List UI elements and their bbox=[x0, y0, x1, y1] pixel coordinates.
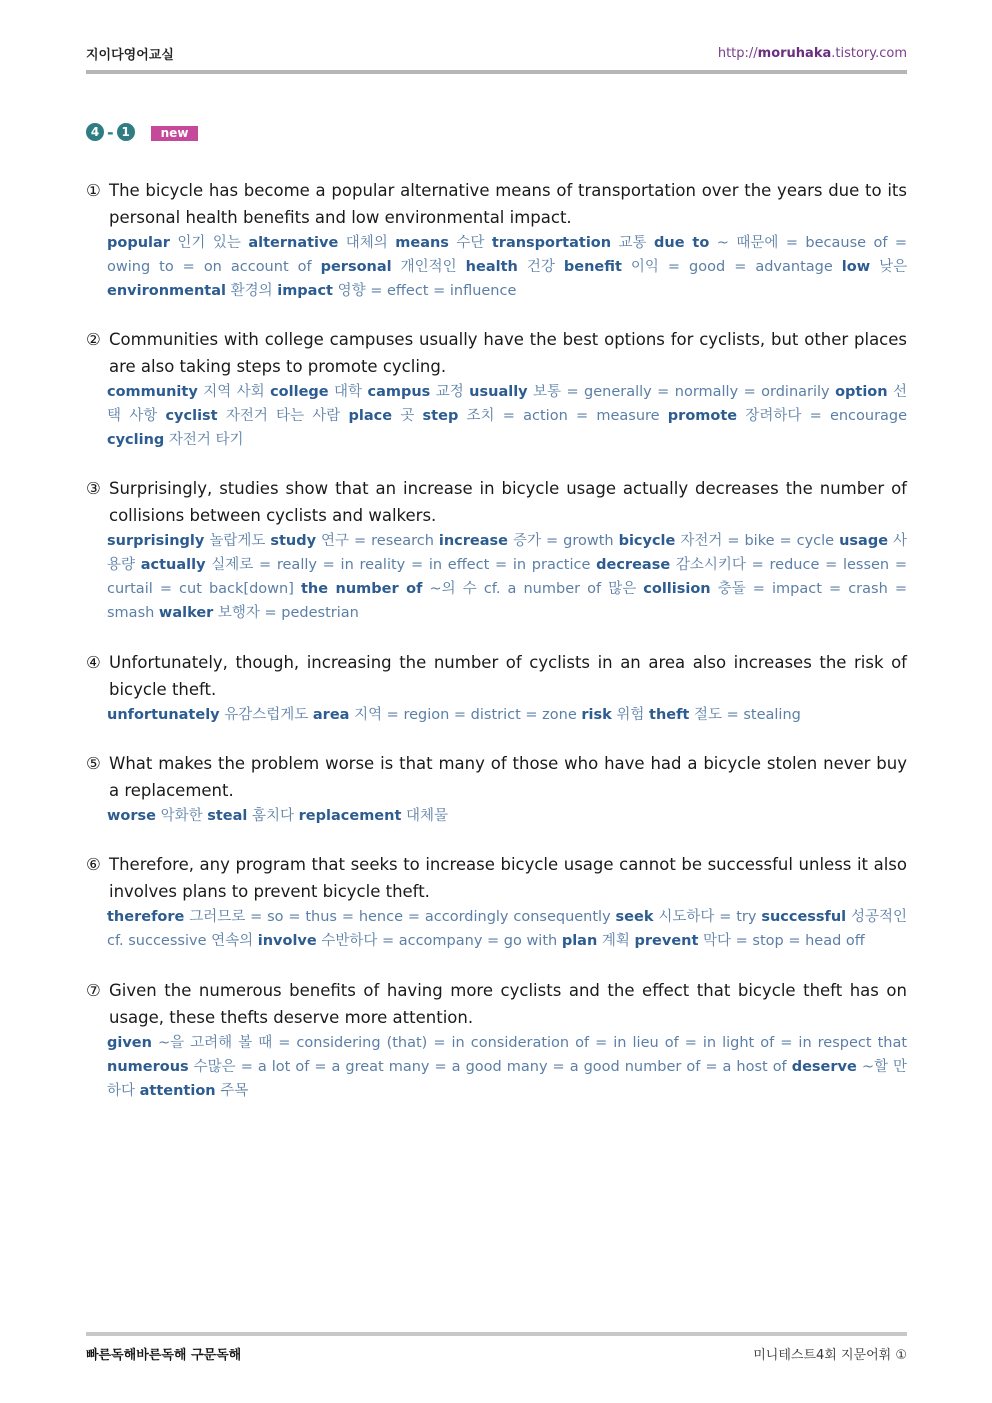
section-number-badge: 4 bbox=[86, 123, 104, 141]
vocab-meaning: 놀랍게도 bbox=[209, 533, 266, 549]
vocab-list bbox=[107, 804, 907, 828]
footer-divider bbox=[86, 1332, 907, 1336]
vocab-meaning: ~ 때문에 = because of = owing to = on account of bbox=[107, 235, 908, 275]
vocab-term: personal bbox=[320, 259, 392, 275]
vocab-term: unfortunately bbox=[107, 707, 220, 723]
vocab-term: worse bbox=[107, 808, 156, 824]
vocab-term: risk bbox=[581, 707, 612, 723]
vocab-meaning: 주목 bbox=[220, 1083, 249, 1099]
vocab-term: campus bbox=[367, 384, 431, 400]
vocab-meaning: 사용량 bbox=[107, 533, 908, 573]
vocab-meaning: ~의 수 cf. a number of 많은 bbox=[429, 581, 637, 597]
vocab-meaning: 시도하다 = try bbox=[658, 909, 757, 925]
vocab-term: alternative bbox=[248, 235, 339, 251]
vocab-meaning: 자전거 = bike = cycle bbox=[680, 533, 835, 549]
vocab-meaning: 조치 = action = measure bbox=[466, 408, 660, 424]
vocab-meaning: 충돌 = impact = crash = smash bbox=[107, 581, 907, 621]
vocab-meaning: 그러므로 = so = thus = hence = accordingly consequently bbox=[189, 909, 611, 925]
vocab-meaning: ~을 고려해 볼 때 = considering (that) = in consideration of = in lieu of = in light of = in respect that bbox=[158, 1035, 908, 1051]
vocab-meaning: 이익 = good = advantage bbox=[630, 259, 833, 275]
vocab-term: promote bbox=[667, 408, 738, 424]
vocab-term: increase bbox=[438, 533, 509, 549]
vocab-meaning: 지역 = region = district = zone bbox=[354, 707, 577, 723]
sentence-text: Given the numerous benefits of having more cyclists and the effect that bicycle theft has on usage, these thefts deserve more attention. bbox=[109, 981, 907, 1027]
vocab-term: usually bbox=[469, 384, 528, 400]
vocab-term: community bbox=[107, 384, 198, 400]
vocab-meaning: 악화한 bbox=[160, 808, 203, 824]
vocab-term: usage bbox=[839, 533, 889, 549]
vocab-term: successful bbox=[761, 909, 847, 925]
vocab-meaning: 대학 bbox=[334, 384, 363, 400]
vocab-term: due to bbox=[654, 235, 710, 251]
header-divider bbox=[86, 70, 907, 74]
vocab-meaning: 교정 bbox=[435, 384, 464, 400]
vocab-meaning: 보행자 = pedestrian bbox=[217, 605, 359, 621]
sentence-number: ④ bbox=[86, 653, 101, 672]
sentence-number: ⑦ bbox=[86, 981, 101, 1000]
vocab-meaning: 선택 사항 bbox=[107, 384, 908, 424]
vocab-term: environmental bbox=[107, 283, 226, 299]
vocab-term: low bbox=[841, 259, 871, 275]
vocab-term: attention bbox=[139, 1083, 216, 1099]
sentence-row bbox=[86, 327, 907, 380]
vocab-meaning: 자전거 타는 사람 bbox=[225, 408, 341, 424]
vocab-term: bicycle bbox=[618, 533, 676, 549]
vocab-meaning: 수단 bbox=[456, 235, 485, 251]
vocab-term: deserve bbox=[791, 1059, 857, 1075]
vocab-term: college bbox=[270, 384, 329, 400]
vocab-meaning: 건강 bbox=[526, 259, 555, 275]
url-bold: moruhaka bbox=[757, 46, 832, 61]
new-badge: new bbox=[151, 126, 199, 141]
vocab-term: seek bbox=[615, 909, 654, 925]
sentence-row bbox=[86, 751, 907, 804]
vocab-term: impact bbox=[277, 283, 333, 299]
vocab-term: walker bbox=[158, 605, 214, 621]
section-label bbox=[86, 120, 198, 144]
vocab-term: replacement bbox=[298, 808, 402, 824]
sentence-text: What makes the problem worse is that many of those who have had a bicycle stolen never buy a replacement. bbox=[109, 754, 907, 800]
vocab-term: study bbox=[270, 533, 317, 549]
vocab-term: cyclist bbox=[165, 408, 218, 424]
vocab-meaning: 자전거 타기 bbox=[168, 432, 244, 448]
vocab-list bbox=[107, 231, 907, 303]
sentence-row bbox=[86, 852, 907, 905]
vocab-meaning: 지역 사회 bbox=[203, 384, 265, 400]
vocab-meaning: 수많은 = a lot of = a great many = a good many = a good number of = a host of bbox=[193, 1059, 787, 1075]
vocab-term: option bbox=[835, 384, 888, 400]
sentence-item bbox=[86, 852, 907, 953]
vocab-term: therefore bbox=[107, 909, 185, 925]
vocab-meaning: 연구 = research bbox=[321, 533, 434, 549]
vocab-meaning: 곳 bbox=[400, 408, 415, 424]
vocab-term: theft bbox=[649, 707, 690, 723]
vocab-list bbox=[107, 905, 907, 953]
vocab-meaning: 증가 = growth bbox=[513, 533, 614, 549]
vocab-meaning: 인기 있는 bbox=[177, 235, 241, 251]
vocab-term: plan bbox=[561, 933, 598, 949]
vocab-term: prevent bbox=[634, 933, 699, 949]
vocab-term: health bbox=[465, 259, 518, 275]
sentence-item bbox=[86, 476, 907, 625]
vocab-meaning: 대체의 bbox=[345, 235, 388, 251]
vocab-term: actually bbox=[140, 557, 206, 573]
sentence-number: ① bbox=[86, 181, 101, 200]
sentence-row bbox=[86, 476, 907, 529]
sentence-item bbox=[86, 650, 907, 727]
vocab-meaning: 실제로 = really = in reality = in effect = in practice bbox=[211, 557, 591, 573]
vocab-term: surprisingly bbox=[107, 533, 205, 549]
vocab-term: given bbox=[107, 1035, 152, 1051]
vocab-meaning: 개인적인 bbox=[400, 259, 457, 275]
vocab-meaning: 대체물 bbox=[406, 808, 449, 824]
vocab-meaning: 위험 bbox=[616, 707, 645, 723]
sentence-number: ⑤ bbox=[86, 754, 101, 773]
vocab-term: steal bbox=[207, 808, 248, 824]
vocab-term: step bbox=[422, 408, 459, 424]
sentence-item bbox=[86, 327, 907, 452]
vocab-term: means bbox=[395, 235, 449, 251]
vocab-meaning: 절도 = stealing bbox=[693, 707, 801, 723]
sentence-row bbox=[86, 178, 907, 231]
vocab-meaning: 낮은 bbox=[879, 259, 908, 275]
vocab-meaning: 훔치다 bbox=[252, 808, 295, 824]
vocab-list bbox=[107, 380, 907, 452]
vocab-meaning: 보통 = generally = normally = ordinarily bbox=[533, 384, 830, 400]
vocab-meaning: 교통 bbox=[618, 235, 647, 251]
sentence-item bbox=[86, 178, 907, 303]
sentence-text: The bicycle has become a popular alternative means of transportation over the years due to its personal health benefits and low environmental impact. bbox=[109, 181, 907, 227]
vocab-term: cycling bbox=[107, 432, 165, 448]
vocab-term: transportation bbox=[491, 235, 612, 251]
vocab-meaning: 계획 bbox=[601, 933, 630, 949]
sentence-item bbox=[86, 751, 907, 828]
page-header bbox=[86, 44, 907, 64]
sentence-row bbox=[86, 978, 907, 1031]
vocab-meaning: 성공적인 cf. successive 연속의 bbox=[107, 909, 908, 949]
vocab-list bbox=[107, 1031, 907, 1103]
vocab-term: numerous bbox=[107, 1059, 189, 1075]
sentence-text: Therefore, any program that seeks to increase bicycle usage cannot be successful unless it also involves plans to prevent bicycle theft. bbox=[109, 855, 907, 901]
vocab-meaning: 감소시키다 = reduce = lessen = curtail = cut back[down] bbox=[107, 557, 907, 597]
sentence-row bbox=[86, 650, 907, 703]
subsection-number-badge: 1 bbox=[117, 123, 135, 141]
sentence-number: ⑥ bbox=[86, 855, 101, 874]
vocab-meaning: 유감스럽게도 bbox=[224, 707, 309, 723]
sentence-number: ③ bbox=[86, 479, 101, 498]
vocab-list bbox=[107, 703, 907, 727]
vocab-meaning: 장려하다 = encourage bbox=[745, 408, 908, 424]
vocab-term: the number of bbox=[300, 581, 423, 597]
brand-name: 지이다영어교실 bbox=[86, 48, 174, 63]
section-separator: - bbox=[107, 122, 114, 142]
vocab-meaning: 수반하다 = accompany = go with bbox=[321, 933, 558, 949]
sentence-text: Unfortunately, though, increasing the number of cyclists in an area also increases the risk of bicycle theft. bbox=[109, 653, 907, 699]
url-prefix: http:// bbox=[717, 46, 758, 61]
vocab-term: decrease bbox=[596, 557, 671, 573]
footer-page-label: 미니테스트4회 지문어휘 ① bbox=[753, 1348, 907, 1363]
sentence-number: ② bbox=[86, 330, 101, 349]
sentence-text: Communities with college campuses usually have the best options for cyclists, but other places are also taking steps to promote cycling. bbox=[109, 330, 907, 376]
vocab-term: popular bbox=[107, 235, 170, 251]
sentence-text: Surprisingly, studies show that an increase in bicycle usage actually decreases the number of collisions between cyclists and walkers. bbox=[109, 479, 907, 525]
url-suffix: .tistory.com bbox=[831, 46, 907, 61]
vocab-meaning: ~할 만하다 bbox=[107, 1059, 908, 1099]
vocab-term: collision bbox=[643, 581, 711, 597]
vocab-term: place bbox=[348, 408, 393, 424]
vocab-meaning: 막다 = stop = head off bbox=[703, 933, 865, 949]
vocab-meaning: 환경의 bbox=[230, 283, 273, 299]
vocab-list bbox=[107, 529, 907, 625]
vocab-term: benefit bbox=[563, 259, 622, 275]
vocab-term: area bbox=[312, 707, 350, 723]
vocab-term: involve bbox=[257, 933, 317, 949]
blog-url[interactable] bbox=[718, 46, 907, 61]
vocab-meaning: 영향 = effect = influence bbox=[337, 283, 517, 299]
footer-book-title: 빠른독해바른독해 구문독해 bbox=[86, 1348, 242, 1363]
sentence-item bbox=[86, 978, 907, 1103]
